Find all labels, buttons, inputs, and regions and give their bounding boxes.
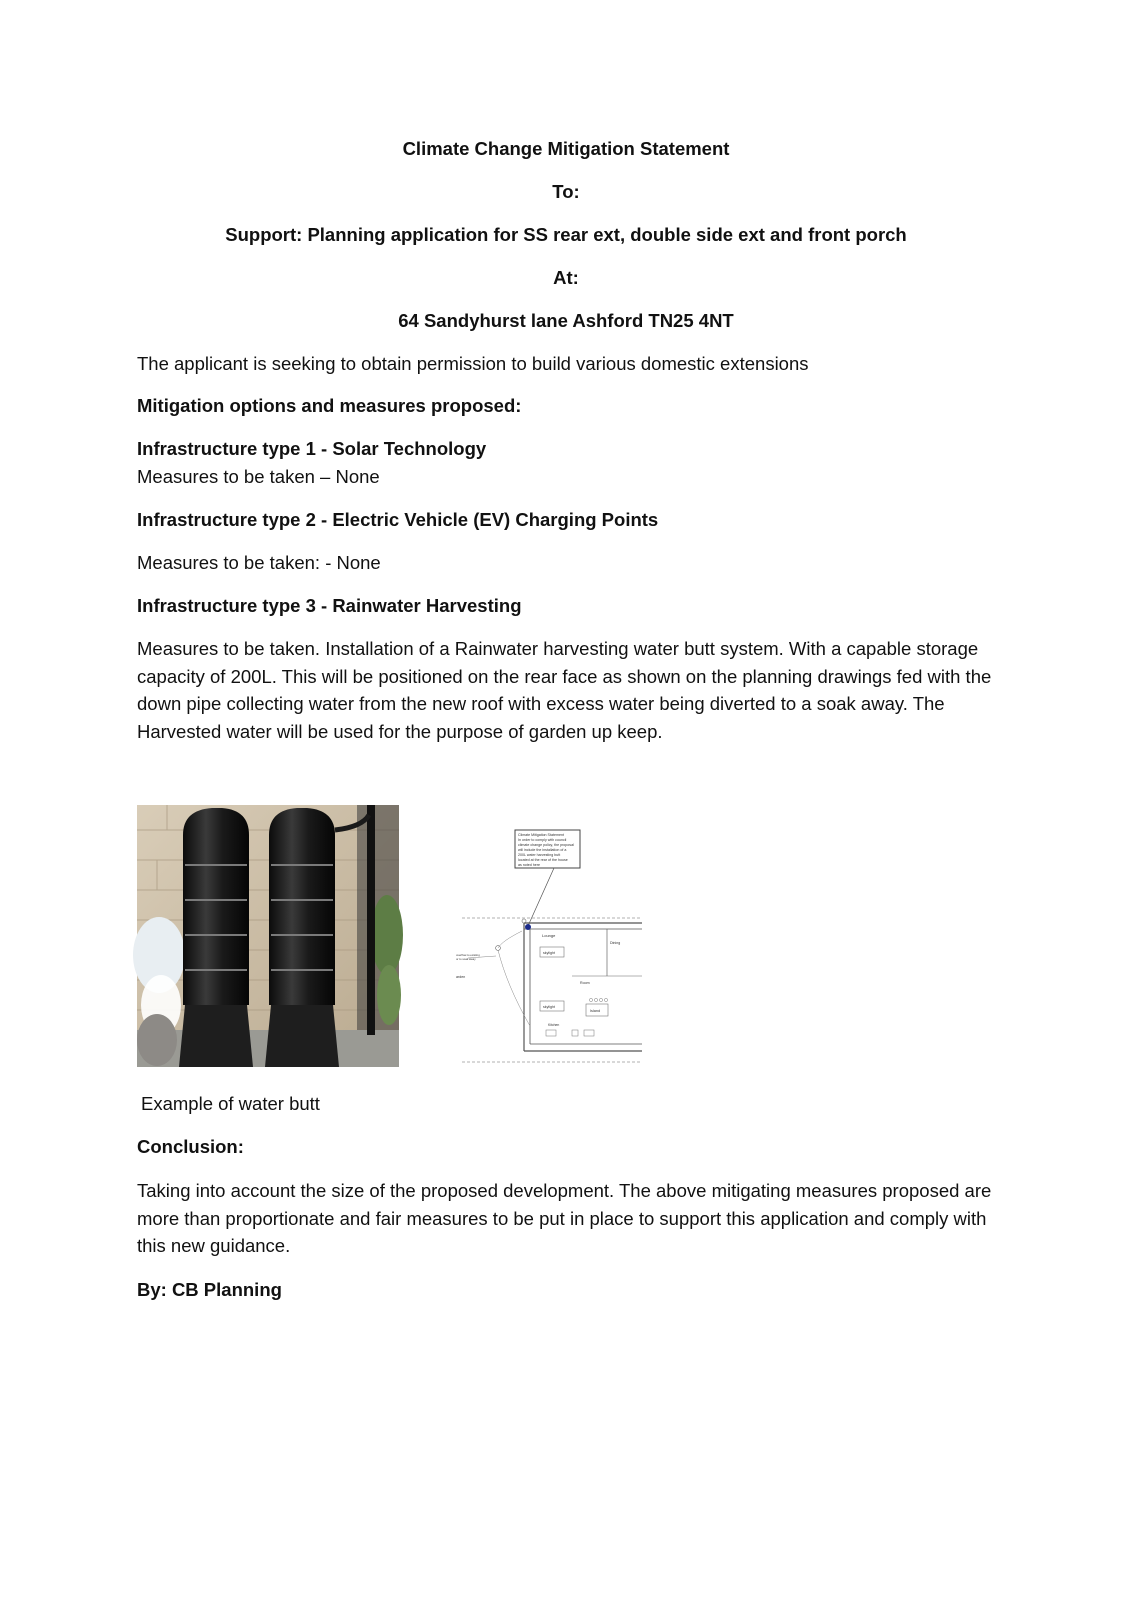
plan-garden-label: arden xyxy=(456,975,466,979)
infra3-measures: Measures to be taken. Installation of a Rainwater harvesting water butt system. With a capable storage capacity of 200L. This will be positioned on the rear face as shown on the planning drawings fed with the down pipe collecting water from the new roof with excess water being diverted to a soak away. The Harvested water will be used for the purpose of garden up keep. xyxy=(137,638,992,742)
document-title: Climate Change Mitigation Statement xyxy=(402,138,730,159)
plan-note-line: In order to comply with council xyxy=(518,838,567,842)
plan-overflow-line: overflow to existing xyxy=(456,953,480,957)
conclusion-paragraph: Taking into account the size of the proposed development. The above mitigating measures proposed are more than proportionate and fair measures to be put in place to support this application and comply with this new guidance. xyxy=(137,1180,992,1256)
plan-note-line: will include the installation of a xyxy=(518,848,567,852)
infra1-heading: Infrastructure type 1 - Solar Technology xyxy=(137,438,487,459)
water-butt-photo xyxy=(137,805,399,1067)
plan-note-line: as noted here xyxy=(518,863,540,867)
infra2-heading: Infrastructure type 2 - Electric Vehicle (EV) Charging Points xyxy=(137,509,659,530)
plan-note-line: located at the rear of the house xyxy=(518,858,568,862)
plan-note-line: climate change policy, the proposal xyxy=(518,843,574,847)
address-line: 64 Sandyhurst lane Ashford TN25 4NT xyxy=(398,310,734,331)
at-label: At: xyxy=(553,267,579,288)
plan-overflow-line: or to soak away xyxy=(456,957,476,961)
plan-lounge-label: Lounge xyxy=(542,933,556,938)
plan-room-label: Room xyxy=(580,981,590,985)
intro-paragraph: The applicant is seeking to obtain permission to build various domestic extensions xyxy=(137,353,809,374)
support-line: Support: Planning application for SS rear ext, double side ext and front porch xyxy=(225,224,907,245)
plan-note-line: Climate Mitigation Statement xyxy=(518,833,564,837)
infra3-heading: Infrastructure type 3 - Rainwater Harvesting xyxy=(137,595,522,616)
plan-dining-label: Dining xyxy=(610,941,621,945)
signature-line: By: CB Planning xyxy=(137,1279,282,1300)
plan-kitchen-label: Kitchen xyxy=(548,1023,560,1027)
plan-skylight-label-2: skylight xyxy=(543,1005,555,1009)
plan-skylight-label: skylight xyxy=(543,951,555,955)
mitigation-heading: Mitigation options and measures proposed: xyxy=(137,395,522,416)
rear-plan-drawing xyxy=(456,826,642,1066)
plan-island-label: Island xyxy=(590,1009,601,1013)
infra2-measures: Measures to be taken: - None xyxy=(137,552,381,573)
photo-caption: Example of water butt xyxy=(141,1093,320,1114)
conclusion-heading: Conclusion: xyxy=(137,1136,244,1157)
infra1-measures: Measures to be taken – None xyxy=(137,466,380,487)
plan-note-line: 200L water harvesting butt xyxy=(518,853,561,857)
to-label: To: xyxy=(552,181,580,202)
